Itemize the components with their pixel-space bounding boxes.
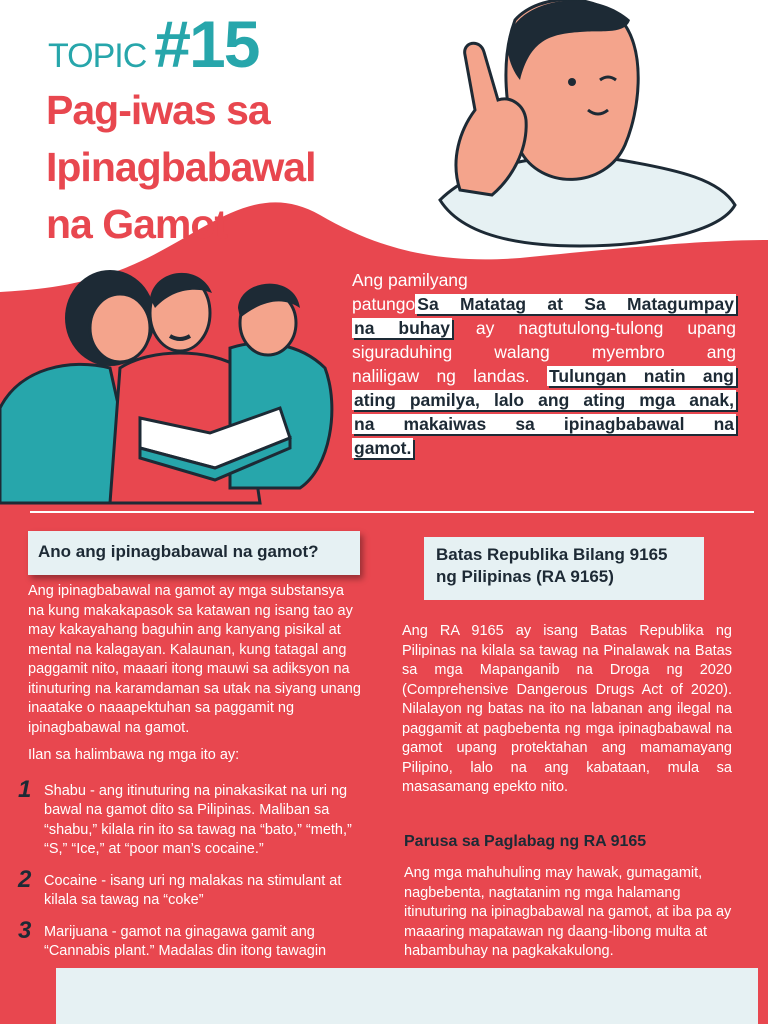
intro-line <box>352 364 736 388</box>
list-item-text: Shabu - ang itinuturing na pinakasikat na uri ng bawal na gamot dito sa Pilipinas. Maliban sa “shabu,” kilala rin ito sa tawag na “bato,” “meth,” “S,” “Ice,” at “poor man’s cocaine.” <box>44 782 352 857</box>
page-title <box>46 82 386 253</box>
title-line: Pag-iwas sa <box>46 87 270 133</box>
intro-text-plain: naliligaw ng landas. <box>352 366 547 386</box>
man-pointing-illustration <box>420 0 750 250</box>
penalty-paragraph: Ang mga mahuhuling may hawak, gumagamit, nagbebenta, nagtatanim ng mga halamang itinuturing na ipinagbabawal na gamot, at iba pa ay maaaring mapatawan ng daang-libong multa at habambuhay na pagkakakulong. <box>404 865 732 959</box>
left-paragraph: Ang ipinagbabawal na gamot ay mga substansya na kung makakapasok sa katawan ng isang tao ay may kakayahang baguhin ang kanyang pisikal at mental na kalagayan. Kalaunan, kung tatagal ang paggamit nito, maaari itong mauwi sa adiksyon na itinuturing na karamdaman sa utak na siyang unang inaatake o naaapektuhan sa paggamit ng ipinagbabawal na gamot. <box>28 583 361 736</box>
title-line: na Gamot <box>46 201 228 247</box>
intro-text-plain: patungo <box>352 294 416 314</box>
intro-line: siguraduhing walang myembro ang <box>352 342 736 362</box>
list-item-number: 2 <box>18 865 32 893</box>
list-item-number: 1 <box>18 775 32 803</box>
examples-list <box>18 775 364 962</box>
examples-intro: Ilan sa halimbawa ng mga ito ay: <box>28 747 240 763</box>
topic-number: #15 <box>154 7 259 81</box>
intro-highlight: Tulungan natin ang <box>549 366 734 386</box>
right-heading-line: ng Pilipinas (RA 9165) <box>436 567 614 586</box>
left-column <box>18 582 364 974</box>
intro-highlight: na buhay <box>354 318 450 338</box>
penalty-subheading: Parusa sa Paglabag ng RA 9165 <box>404 833 647 850</box>
intro-highlight: ating pamilya, lalo ang ating mga anak, <box>354 390 734 410</box>
intro-text-plain: ay nagtutulong-tulong upang <box>451 318 736 338</box>
family-reading-illustration <box>0 258 350 508</box>
intro-line <box>352 412 736 436</box>
intro-text <box>352 268 736 460</box>
intro-highlight: Sa Matatag at Sa Matagumpay <box>417 294 734 314</box>
right-heading-line: Batas Republika Bilang 9165 <box>436 545 668 564</box>
topic-label <box>48 6 258 82</box>
list-item <box>18 865 364 911</box>
list-item <box>18 775 364 860</box>
topic-word: TOPIC <box>48 37 147 75</box>
section-divider <box>30 511 754 513</box>
title-line: Ipinagbabawal <box>46 144 316 190</box>
right-paragraph: Ang RA 9165 ay isang Batas Republika ng Pilipinas na kilala sa tawag na Pinalawak na Batas sa mga Mapanganib na Droga ng 2020 (Comprehensive Dangerous Drugs Act of 2020). Nilalayon ng batas na ito na labanan ang ilegal na paggamit at pagbebenta ng mga ipinagbabawal na gamot upang protektahan ang mamamayang Pilipino, lalo na ang kabataan, mula sa masasamang epekto nito. <box>402 623 732 795</box>
list-item-text: Marijuana - gamot na ginagawa gamit ang “Cannabis plant.” Madalas din itong tawagin <box>44 923 327 959</box>
intro-highlight: gamot. <box>354 438 412 458</box>
intro-line <box>352 388 736 412</box>
intro-line <box>352 316 736 340</box>
right-heading-box <box>424 537 704 600</box>
intro-line: Ang pamilyang <box>352 270 468 290</box>
intro-line <box>352 436 736 460</box>
list-item-number: 3 <box>18 916 32 944</box>
intro-line <box>352 292 736 316</box>
list-item <box>18 916 364 962</box>
list-item-text: Cocaine - isang uri ng malakas na stimulant at kilala sa tawag na “coke” <box>44 872 342 908</box>
intro-highlight: na makaiwas sa ipinagbabawal na <box>354 414 734 434</box>
bottom-panel <box>56 968 758 1024</box>
left-heading-box: Ano ang ipinagbabawal na gamot? <box>28 531 360 575</box>
